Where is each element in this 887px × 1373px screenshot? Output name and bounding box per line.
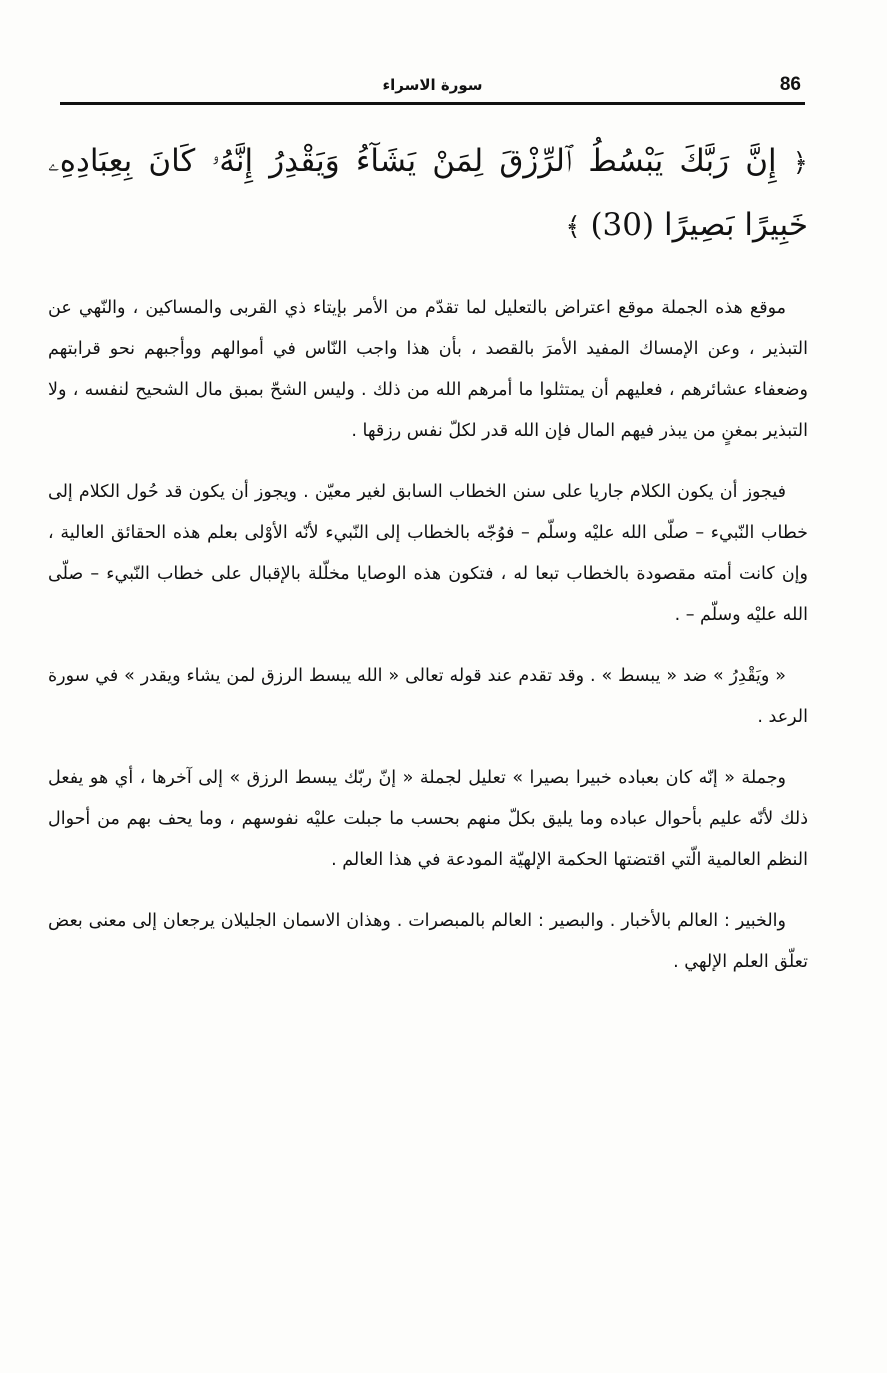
running-title: سورة الاسراء	[382, 76, 483, 94]
page-content	[48, 130, 808, 1003]
commentary-paragraph: وجملة « إنّه كان بعباده خبيرا بصيرا » تعليل لجملة « إنّ ربّك يبسط الرزق » إلى آخرها ، أي هو يفعل ذلك لأنّه عليم بأحوال عباده وما يليق بكلّ منهم بحسب ما جبلت عليْه نفوسهم ، وما يحف بهم من أحوال النظم العالمية الّتي اقتضتها الحكمة الإلهيّة المودعة في هذا العالم .	[48, 768, 808, 870]
page-header	[60, 70, 805, 105]
verse-number: (30)	[590, 207, 655, 243]
page-number: 86	[779, 74, 801, 95]
commentary-paragraph: فيجوز أن يكون الكلام جاريا على سنن الخطاب السابق لغير معيّن . ويجوز أن يكون قد حُول الكلام إلى خطاب النّبيء – صلّى الله عليْه وسلّم – فوُجّه بالخطاب إلى النّبيء لأنّه الأوْلى بعلم هذه الحقائق العالية ، وإن كانت أمته مقصودة بالخطاب تبعا له ، فتكون هذه الوصايا مخلّلة بالإقبال على خطاب النّبيء – صلّى الله عليْه وسلّم – .	[48, 482, 808, 625]
verse-close-ornament: ﴾	[565, 212, 581, 242]
quran-verse	[48, 130, 808, 258]
commentary-paragraph: موقع هذه الجملة موقع اعتراض بالتعليل لما تقدّم من الأمر بإيتاء ذي القربى والمساكين ، والنّهي عن التبذير ، وعن الإمساك المفيد الأمرَ بالقصد ، بأن هذا واجب النّاس في أموالهم ووأجبهم نحو قرابتهم وضعفاء عشائرهم ، فعليهم أن يمتثلوا ما أمرهم الله من ذلك . وليس الشحّ بمبق مال الشحيح لنفسه ، ولا التبذير بمغنٍ من يبذر فيهم المال فإن الله قدر لكلّ نفس رزقها .	[48, 298, 808, 441]
commentary-paragraph: والخبير : العالم بالأخبار . والبصير : العالم بالمبصرات . وهذان الاسمان الجليلان يرجعان إلى معنى بعض تعلّق العلم الإلهي .	[48, 911, 808, 972]
verse-open-ornament: ﴿	[792, 148, 808, 178]
commentary-paragraph: « ويَقْدِرُ » ضد « يبسط » . وقد تقدم عند قوله تعالى « الله يبسط الرزق لمن يشاء ويقدر » في سورة الرعد .	[48, 666, 808, 727]
verse-text: إِنَّ رَبَّكَ يَبْسُطُ ٱلرِّزْقَ لِمَنْ يَشَآءُ وَيَقْدِرُ إِنَّهُۥ كَانَ بِعِبَادِهِۦ خَبِيرًا بَصِيرًا	[48, 143, 808, 243]
